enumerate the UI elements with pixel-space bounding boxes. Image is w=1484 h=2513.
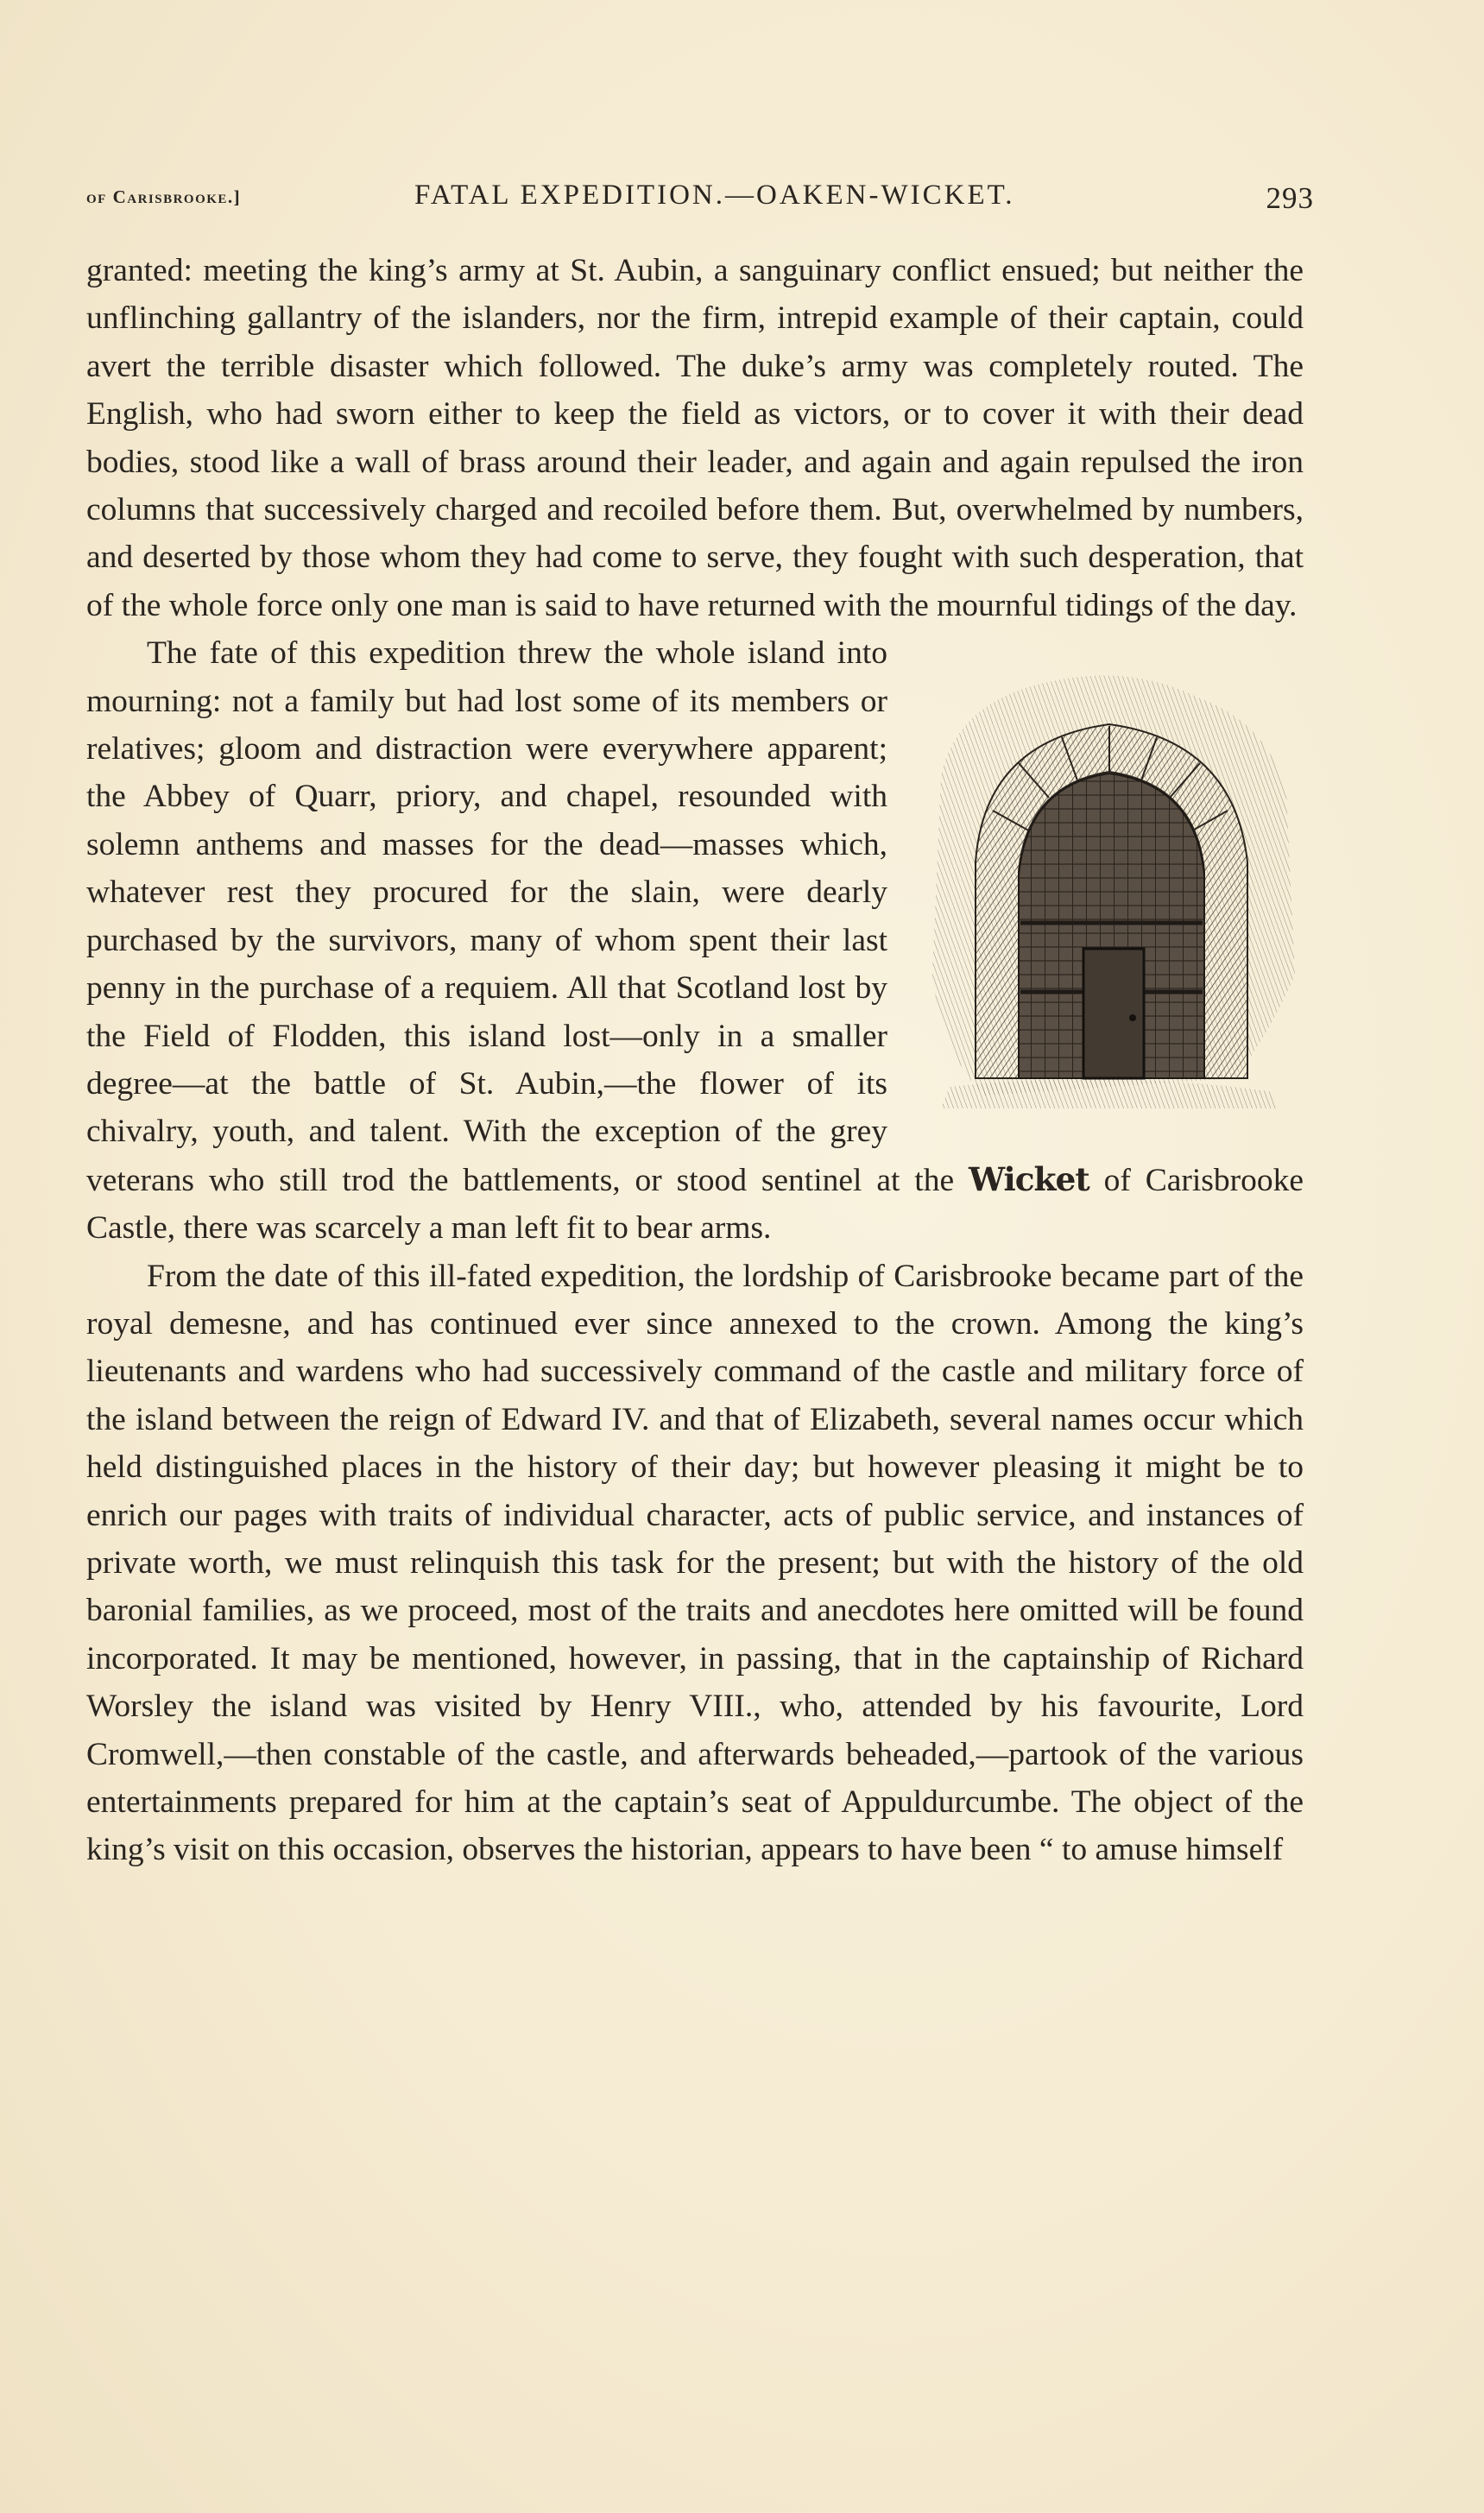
arched-doorway-engraving <box>906 664 1304 1113</box>
paragraph-1: granted: meeting the king’s army at St. Aubin, a sanguinary conflict ensued; but neither the unflinching gallantry of the islanders, nor the firm, intrepid example of their captain, could avert the terrible disaster which followed. The duke’s army was completely routed. The English, who had sworn either to keep the field as victors, or to cover it with their dead bodies, stood like a wall of brass around their leader, and again and again repulsed the iron columns that successively charged and recoiled before them. But, overwhelmed by numbers, and deserted by those whom they had come to serve, they fought with such desperation, that of the whole force only one man is said to have returned with the mournful tidings of the day. <box>86 253 1304 623</box>
header-section-title: of Carisbrooke.] <box>86 186 242 207</box>
wicket-blackletter: Wicket <box>969 1159 1089 1198</box>
header-chapter-title: FATAL EXPEDITION.—OAKEN-WICKET. <box>414 180 1015 211</box>
paragraph-3: From the date of this ill-fated expedition, the lordship of Carisbrooke became part of the royal demesne, and has continued ever since annexed to the crown. Among the king’s lieutenants and wardens who had successively command of the castle and military force of the island between the reign of Edward IV. and that of Elizabeth, several names occur which held distinguished places in the history of their day; but however pleasing it might be to enrich our pages with traits of individual character, acts of public service, and instances of private worth, we must relinquish this task for the present; but with the history of the old baronial families, as we proceed, most of the traits and anecdotes here omitted will be found incorporated. It may be mentioned, however, in passing, that in the captainship of Richard Worsley the island was visited by Henry VIII., who, attended by his favourite, Lord Cromwell,—then constable of the castle, and afterwards beheaded,—partook of the various entertainments prepared for him at the captain’s seat of Appuldurcumbe. The object of the king’s visit on this occasion, observes the historian, appears to have been “ to amuse himself <box>86 1258 1304 1868</box>
paragraph-2-before: The fate of this expedition threw the whole island into mourning: not a family but had lost some of its members or relatives; gloom and distraction were everywhere apparent; the Abbey of Quarr, priory, and chapel, resounded with solemn anthems and masses for the dead—masses which, whatever rest they procured for the slain, were dearly purchased by the survivors, many of whom spent their last penny in the purchase of a requiem. All that Scotland lost by the Field of Flodden, this island lost—only in a smaller degree—at the battle of St. Aubin,—the flower of its chivalry, youth, and talent. With the exception of the grey veterans who still trod the battlements, or stood sentinel at the <box>86 635 969 1198</box>
paragraph-2-after: of Carisbrooke Castle, there was scarcely a man left fit to bear arms. <box>86 1162 1304 1247</box>
oaken-wicket-illustration <box>906 664 1321 1126</box>
body-text <box>86 247 1304 1874</box>
running-header <box>86 178 1314 221</box>
page-number: 293 <box>1266 181 1314 215</box>
